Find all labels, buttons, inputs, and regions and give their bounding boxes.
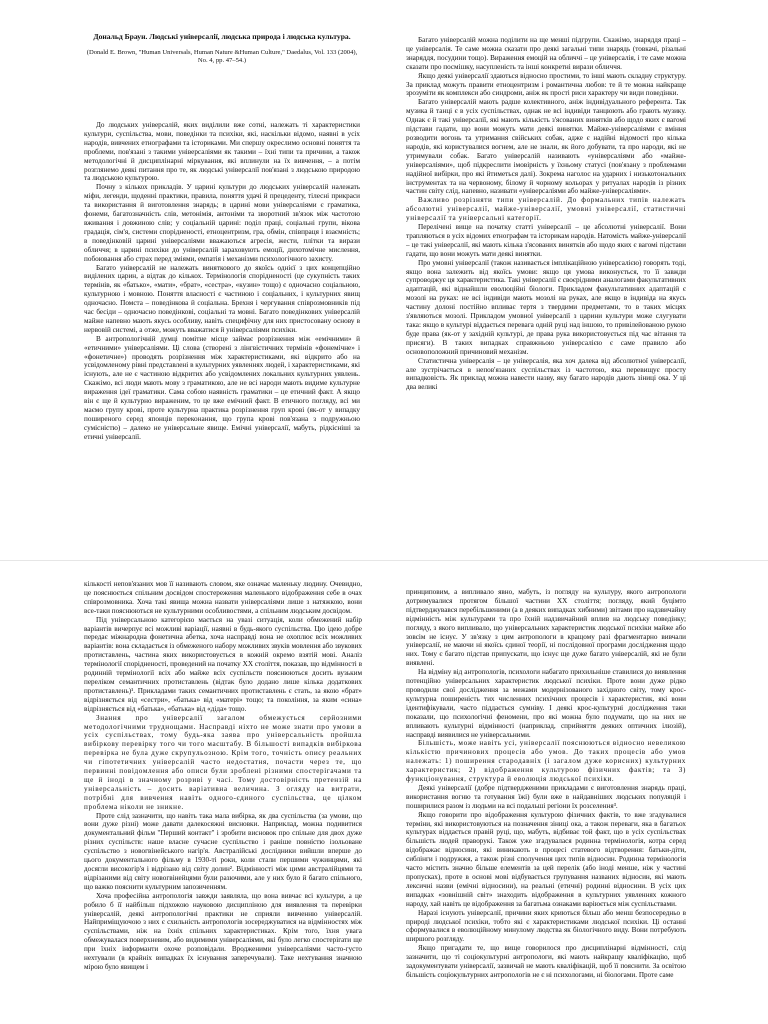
- paragraph: Деякі універсалії (добре підтвердженими прикладами є виготовлення знарядь праці, використання вогню та готування їжі) були вже в найдавніших людських популяцій і поширилися разом із людьми на всі подальші регіони їх розселення³.: [406, 783, 686, 810]
- article-title: Дональд Браун. Людські універсалії, людська природа і людська культура.: [93, 32, 351, 41]
- paragraph: Якщо деякі універсалії здаються відносно простими, то інші мають складну структуру. За приклад можуть правити етноцентризм і романтична любов: те й те можна найкраще зрозуміти як комплекси або синдроми, аніж як прості риси характеру чи види поведінки.: [406, 71, 686, 98]
- paragraph: Під універсальною категорією мається на увазі ситуація, коли обмежений набір варіантів вичерпує всі можливі варіації, наявні в будь-якого суспільства. Цю ідею добре передає міжнародна фонетична абетка, хоча насправді вона не охоплює всіх можливих варіантів: вона складається із обмеженого набору можливих звуків мовлення або звукових протиставлень, частина яких використовується в кожній окремо взятій мові. Аналіз термінології спорідненості, проведений на початку ХХ століття, показав, що відмінності в родинній термінології всіх або майже всіх суспільств пояснюються досить вузьким переліком семантичних протиставлень (відтак було додано лише кілька додаткових протиставлень)¹. Прикладами таких семантичних протиставлень є стать, за якою «брат» відрізняється від «сестри», «батька» від «матері» тощо; та покоління, за яким «сина» відрізняється від «батька», «батька» від «діда» тощо.: [84, 615, 362, 713]
- paragraph: Багато універсалій не належать виняткового до якоїсь однієї з цих концепційно виділених царин, а відтак до кількох. Термінологія спорідненості (це сукупність таких термінів, як «батько», «мати», «брат», «сестра», «кузин» тощо) є одночасно соціальною, культурною і мовною. Поняття власності є частиною і соціальних, і культурних явищ одночасно. Помста – поведінкова й соціальна. Брехня і чергування співрозмовників під час бесіди – одночасно поведінкові, соціальні та мовні. Багато поведінкових універсалій майже напевно мають якусь особливу, навіть специфічну для них пристосовану основу в нервовій системі, а отже, можуть вважатися й універсаліями психіки.: [84, 263, 360, 334]
- paragraph: Хоча професійна антропологія завжди заявляла, що вона вивчає всі культури, а це робило б її найбільш підхожою науковою дисципліною для виявлення та перевірки універсалій, деякі антропологічні практики не сприяли вивченню універсалій. Найприміщуючою з них є схильність антропологів зосереджуватися на відмінностях між суспільствами, ніж на їхніх спільних характеристиках. Крім того, їхня увага обмежувалася поверхневим, або видимими універсаліями, які було легко спостерігати ще при їхніх інформанти охоче розповідали. Вродженими універсаліями часто-густо нехтували (в крайніх випадках їх існування заперечували). Таке нехтування значною мірою було явищем і: [84, 891, 362, 971]
- paragraph: Багато універсалій можна поділити на ще менші підгрупи. Скажімо, знаряддя праці – це універсалія. Те саме можна сказати про деякі загальні типи знарядь (товкачі, різальні знаряддя, посудини тощо). Вираження емоцій на обличчі – це універсалія, і те саме можна сказати про посмішку, насупленість та інші конкретні вирази обличчя.: [406, 36, 686, 71]
- paragraph: Знання про універсалії загалом обмежується серйозними методологічними труднощами. Насправді ніхто не може знати про умови в усіх суспільствах, тому будь-яка заява про універсальність пройшла вибіркову перевірку того чи того масштабу. В більшості випадків вибіркова перевірка не була дуже скрупульозною. Крім того, точність опису реальних чи гіпотетичних універсалій часто недостатня, почасти через те, що первинні повідомлення або описи були зроблені різними спостерігачами та ще й іноді в значному розриві у часі. Тому достовірність претензій на універсальність – досить варіативна величина. З огляду на витрати, потрібні для вивчення навіть одного-єдиного суспільства, це цілком проблема ніколи не зникне.: [84, 713, 362, 811]
- paragraph: кількості непов'язаних мов її називають словом, яке означає маленьку людину. Очевидно, це пояснюється спільним досвідом спостереження маленького відображення себе в очах співрозмовника. Хоча такі явища можна назвати універсаліями лише з натяжкою, вони все-таки пояснюються не культурними особливостями, а спільним людським досвідом.: [84, 580, 362, 615]
- paragraph: Багато універсалій мають радше колективного, аніж індивідуального референта. Так музика й танці є в усіх суспільствах, однак не всі індивіди танцюють або грають музику. Однак є й такі універсалії, які мають кількість з'ясованих винятків або щодо яких є вагомі підстави гадати, що вони можуть мати деякі винятки. Майже-універсаліями є вміння розводити вогонь та утримання свійських собак, адже є надійні відомості про кілька народів, які користувалися вогнем, але не знали, як його добувати, та про народи, які не утримували собак. Багато універсалій називають «універсаліями або «майже-універсаліями», щоб підкреслити імовірність у їхньому статусі (пов'язану з проблемами надійної вибірки, про які йтиметься далі). Зокрема наголос на ударних і низькотональних інструментах та на червоному, білому й чорному кольорах у ритуалах народів із різних частин світу слід, напевно, називати «універсаліями або майже-універсаліями».: [406, 98, 686, 196]
- paragraph: Перелічені вище на початку статті універсалії – це абсолютні універсалії. Вони трапляються в усіх відомих етнографам та історикам народів. Натомість майже-універсалії – це такі універсалії, які мають кілька з'ясованих винятків або щодо яких є вагомі підстави гадати, що вони можуть мати деякі винятки.: [406, 223, 686, 258]
- page1-left-column: [84, 32, 360, 502]
- page-divider: [0, 560, 768, 561]
- page1-right-column: [406, 36, 686, 536]
- paragraph: До людських універсалій, яких виділили вже сотні, належать ті характеристики культури, суспільства, мови, поведінки та психіки, які, наскільки відомо, наявні в усіх народів, вивчених етнографами та істориками. Ми спершу окреслимо основні поняття та проблеми, пов'язані з такими універсаліями як такими – їхні типи та причини, а також методологічні й дисциплінарні міркування, які вплинули на їх вивчення, – а потім розглянемо деякі питання про те, як людські універсалії пов'язані з людською природою та людською культурою.: [84, 121, 360, 183]
- paragraph: Про умовні універсалії (також називається імплікаційною універсалією) говорять тоді, якщо вона залежить від якоїсь умови: якщо ця умова виконується, то її завжди супроводжує ця характеристика. Такі універсалії є своєрідними аналогами факультативних адаптацій, які віднайшли еволюційні біологи. Прикладом факультативних адаптацій є мозолі на руках: не всі індивіди мають мозолі на руках, але якщо в індивіда на якусь частину долоні постійно впливає тертя з твердими предметами, то в таких місцях з'являються мозолі. Прикладом умовної універсалії з царини культури може слугувати така: якщо в культурі віддається перевага одній руці над іншою, то привілейованою рукою буде права (як-от у західній культурі, де права рука використовується під час вітання та присяги). В таких випадках справжньою універсалією є саме правило або основоположний причиновий механізм.: [406, 258, 686, 356]
- paragraph: Важливо розрізняти типи універсалій. До формальних типів належать абсолютні універсалії, майже-універсалії, умовні універсалії, статистичні універсалії та універсальні категорії.: [406, 196, 686, 223]
- page2-left-column: [84, 580, 362, 1016]
- paragraph: Проте слід зазначити, що навіть така мала вибірка, як два суспільства (за умови, що вони дуже різні) може давати далекосяжні висновки. Наприклад, можна подивитися документальний фільм "Перший контакт" і зробити висновок про спільне для двох дуже різних суспільств: наше власне сучасне суспільство і раніше повністю ізольоване суспільство з новогвінейського нагір'я. Австралійські дослідники вийшли вперше до цього документального фільму в 1930-ті роки, коли стали першими чужинцями, які досягли високогір'я і відрізано від світу долин². Відмінності між цими австралійцями та відрізаними від світу новогвінейцями були разючими, але у них було й багато спільного, що важко пояснити культурним запозиченням.: [84, 811, 362, 891]
- paragraph: В антропологічній думці помітне місце займає розрізнення між «емічними» й «етичними» універсаліями. Ці слова (створені з лінгвістичних термінів «фонемічне» і «фонетичне») проводять розрізнення між характеристиками, які відкрито або на усвідомленому рівні представлені в культурних уявленнях людей, і характеристиками, які існують, але не є частиною відкритих або усвідомлених локальних культурних уявлень. Скажімо, всі люди мають мову з граматикою, але не всі народи мають видиме культурне вираження ідеї граматики. Сама собою наявність граматики – це етичний факт. А якщо він є ще й культурно вираженим, то це вже емічний факт. В етичного погляду, всі ми маємо групу крові, проте культурна практика розрізнення груп крові (як-от у випадку поширеного серед японців переконання, що група крові пов'язана з подружньою сумісністю) – далеко не універсальне явище. Емічні універсалії, мабуть, рідкісніші за етичні універсалії.: [84, 334, 360, 441]
- paragraph: Статистична універсалія – це універсалія, яка хоч далека від абсолютної універсалії, але зустрічається в непов'язаних суспільствах із частотою, яка перевищує просту випадковість. Як приклад можна навести назву, яку багато народів дають зіниці ока. У ці два великі: [406, 356, 686, 392]
- article-reference: (Donald E. Brown, "Human Universals, Human Nature &Human Culture," Daedalus, Vol. 133 (2004), No. 4, pp. 47–54.): [86, 49, 358, 64]
- page2-right-column: [406, 588, 686, 1016]
- paragraph: Якщо говорити про відображення культурою фізичних фактів, то вже згадувалися терміни, які використовуються на позначення зіниці ока, а також переваги, яка в багатьох культурах віддається правій руці, що, мабуть, відбиває той факт, що в усіх суспільствах більшість людей праворукі. Також уже згадувалася родинна термінологія, котра серед відображає відносини, які виникають в процесі статевого відтворення: батьки-діти, сиблінги і подружжя, а також різні сполучення цих типів відносин. Родинна термінологія часто містить значно більше елементів за цей перелік (або іноді менше, ніж у частині пропусках), проте в основі мові відбувається групування названих відносин, які мають лексичні назви (емічні відносини), на реальні (етичні) родинні відносини. В усіх цих випадках «зовнішній світ» знаходить відображення в культурних уявленнях кожного народу, хай навіть це відображення за багатьма ознаками варіюється між суспільствами.: [406, 810, 686, 908]
- paragraph: Почну з кількох прикладів. У царині культури до людських універсалій належать міфи, легенди, щоденні практики, правила, поняття удачі й прецеденту, тілесні прикраси та використання й виготовлення знарядь; в царині мови універсаліями є граматика, фонеми, багатозначність слів, метонімія, антоніми та зворотний зв'язок між частотою вживання і довжиною слів; у соціальній царині: поділ праці, соціальні групи, вікова градація, сім'я, системи спорідненості, етноцентризм, гра, обмін, співпраця і взаємність; в поведінковій царині універсаліями вважаються агресія, жести, плітки та вирази обличчя; в царині психіки до універсалій зараховують емоції, дихотомічне мислення, побоювання або страх перед зміями, емпатія і механізми психологічного захисту.: [84, 183, 360, 263]
- paragraph: Наразі існують універсалії, причини яких криються більш або менш безпосередньо в природі людської психіки, тобто які є характеристиками людської психіки. Ці останні сформувалися в еволюційному минулому людства як біологічного виду. Вони потребують ширшого розгляду.: [406, 908, 686, 944]
- paragraph: Більшість, може навіть усі, універсалії пояснюються відносно невеликою кількістю причинових процесів або умов. До таких процесів або умов належать: 1) поширення стародавніх (і загалом дуже корисних) культурних характеристик; 2) відображення культурою фізичних фактів; та 3) функціонування, структура й еволюція людської психіки.: [406, 739, 686, 784]
- paragraph: Якщо пригадати те, що вище говорилося про дисциплінарні відмінності, слід зазначити, що ті соціокультурні антропологи, які мають найкращу кваліфікацію, щоб задокументувати універсалії, зазвичай не мають кваліфікацій, щоб її пояснити. За освітою більшість соціокультурних антропологів не є ні психологами, ні біологами. Проте саме: [406, 944, 686, 979]
- paragraph: На відміну від антропологів, психологи набагато прихильніше ставилися до виявлення потенційно універсальних характеристик людської психіки. Проте вони дуже рідко проводили свої дослідження за межами модернізованого західного світу, тому крос-культурна поширеність тих численних психічних процесів і характеристик, які вони ідентифікували, часто піддається сумніву. І деякі крос-культурні дослідження таки показали, що психологічні феномени, про які можна було подумати, що на них не впливають культурні відмінності (наприклад, сприйняття деяких оптичних ілюзій), насправді виявилися не універсальними.: [406, 668, 686, 739]
- paragraph: принциповим, а випливало явно, мабуть, із погляду на культуру, якого антропологи дотримувалися протягом більшої частини ХХ століття; погляду, який буцімто підтверджувався перебільшеними (а в деяких випадках хибними) звітами про надзвичайну відмінність між культурами та про їхній надзвичайний вплив на людську поведінку; погляду, з якого випливало, що універсальних характеристик людської психіки майже або зовсім не існує. У зв'язку з цим антропологи в кращому разі фрагментарно вивчали універсалії, не маючи ні якоїсь єдиної теорії, ні послідовної програми дослідження щодо них. Тому є багато підстав припускати, що існує ще дуже багато універсалій, які не були виявлені.: [406, 588, 686, 668]
